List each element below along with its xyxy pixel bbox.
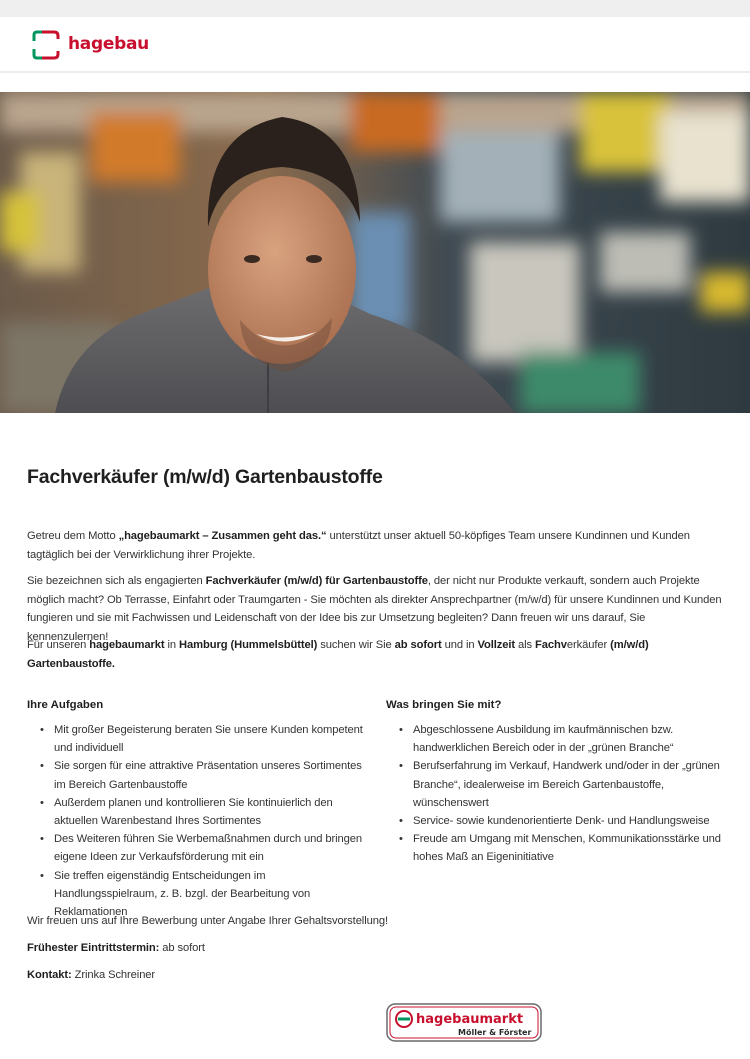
contact-name: Zrinka Schreiner xyxy=(71,969,156,981)
list-item: • Berufserfahrung im Verkauf, Handwerk und/oder in der „grünen Branche“, idealerweise im Bereich Gartenbaustoffe, wünschenswert xyxy=(413,757,726,812)
intro-text: erkäufer xyxy=(566,639,611,651)
intro-paragraph-1 xyxy=(27,527,727,564)
job-title-block xyxy=(27,466,727,489)
requirements-list xyxy=(386,721,726,867)
intro-text: als xyxy=(515,639,536,651)
store-owner-text: Möller & Förster xyxy=(458,1028,532,1037)
tasks-section xyxy=(27,699,367,921)
intro-text: Für unseren xyxy=(27,639,90,651)
intro-text: , der nicht nur Produkte verkauft, sondern auch Projekte möglich macht? Ob Terrasse, Einfahrt oder Traumgarten - Sie möchten als direkter Ansprechpartner (m/w/d) für unsere Kundinnen und Kunden fungieren und sie mit Fachwissen und Leidenschaft von der Idee bis zur Umsetzung begleiten? Dann freuen wir uns darauf, Sie kennenzulernen! xyxy=(27,575,722,643)
hagebaumarkt-logo[interactable] xyxy=(386,1003,542,1042)
location: Hamburg (Hummelsbüttel) xyxy=(179,639,318,651)
contact-label: Kontakt: xyxy=(27,969,72,981)
list-item: • Abgeschlossene Ausbildung im kaufmännischen bzw. handwerklichen Bereich oder in der „grünen Branche“ xyxy=(413,721,726,757)
hagebaumarkt-logo-badge xyxy=(386,1003,542,1042)
hero-image xyxy=(0,92,750,413)
intro-text: Getreu dem Motto xyxy=(27,530,119,542)
intro-text: suchen wir Sie xyxy=(317,639,395,651)
list-item: • Freude am Umgang mit Menschen, Kommunikationsstärke und hohes Maß an Eigeninitiative xyxy=(413,830,726,866)
contact xyxy=(27,966,727,985)
start-date-value: ab sofort xyxy=(159,942,205,954)
motto: „hagebaumarkt – Zusammen geht das.“ xyxy=(118,530,327,542)
position-highlight: Fachv xyxy=(535,639,567,651)
hagebaumarkt-logo-text: hagebaumarkt xyxy=(416,1012,524,1027)
list-item: • Mit großer Begeisterung beraten Sie unsere Kunden kompetent und individuell xyxy=(54,721,367,757)
closing-text: Wir freuen uns auf Ihre Bewerbung unter Angabe Ihrer Gehaltsvorstellung! xyxy=(27,915,388,927)
top-strip xyxy=(0,0,750,17)
store-name: hagebaumarkt xyxy=(89,639,165,651)
hagebau-logo-text: hagebau xyxy=(68,34,149,54)
intro-text: unterstützt unser aktuell 50-köpfiges Team unsere Kundinnen und Kunden tagtäglich bei der Verwirklichung ihrer Projekte. xyxy=(27,530,690,561)
list-item: • Sie sorgen für eine attraktive Präsentation unseres Sortimentes im Bereich Gartenbaustoffe xyxy=(54,757,367,793)
list-item: • Des Weiteren führen Sie Werbemaßnahmen durch und bringen eigene Ideen zur Verkaufsförderung mit ein xyxy=(54,830,367,866)
intro-text: und in xyxy=(441,639,478,651)
intro-text: in xyxy=(164,639,180,651)
position-highlight: (m/w/d) Gartenbaustoffe. xyxy=(27,639,649,670)
start-date-label: Frühester Eintrittstermin: xyxy=(27,942,160,954)
position-highlight: Fachverkäufer (m/w/d) für Gartenbaustoffe xyxy=(205,575,428,587)
list-item: • Außerdem planen und kontrollieren Sie kontinuierlich den aktuellen Warenbestand Ihres Sortimentes xyxy=(54,794,367,830)
page-header xyxy=(0,17,750,73)
employment-type: Vollzeit xyxy=(477,639,516,651)
hagebau-logo-mark xyxy=(30,29,62,61)
list-item: • Service- sowie kundenorientierte Denk- und Handlungsweise xyxy=(413,812,726,830)
intro-paragraph-2 xyxy=(27,572,727,646)
requirements-section xyxy=(386,699,726,867)
intro-text: Sie bezeichnen sich als engagierten xyxy=(27,575,206,587)
requirements-heading: Was bringen Sie mit? xyxy=(386,699,502,711)
list-item: • Sie treffen eigenständig Entscheidungen im Handlungsspielraum, z. B. bzgl. der Bearbeitung von Reklamationen xyxy=(54,867,367,922)
tasks-heading: Ihre Aufgaben xyxy=(27,699,104,711)
start-date xyxy=(27,939,727,958)
intro-paragraph-3 xyxy=(27,636,727,673)
start-date-highlight: ab sofort xyxy=(394,639,442,651)
job-title: Fachverkäufer (m/w/d) Gartenbaustoffe xyxy=(27,466,383,488)
hero-photo xyxy=(0,92,750,413)
tasks-list xyxy=(27,721,367,921)
hagebau-logo[interactable] xyxy=(30,29,149,61)
